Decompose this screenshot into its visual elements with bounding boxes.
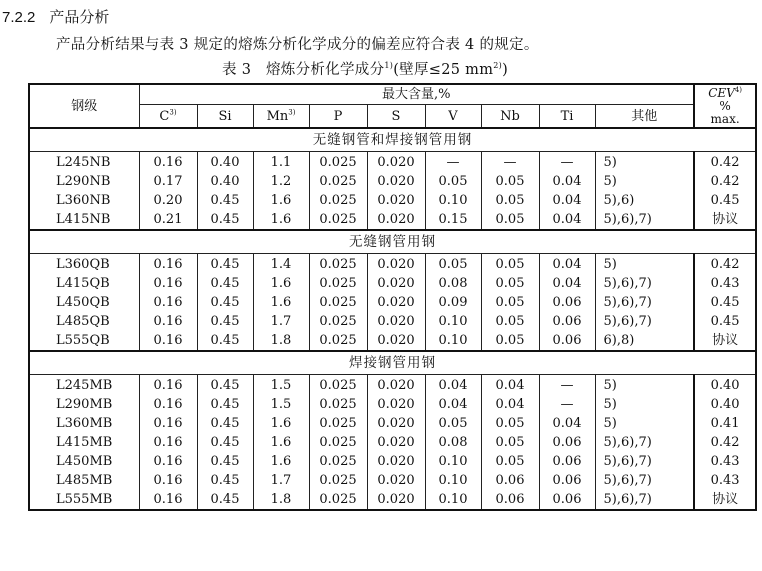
other-cell: 5),6),7) xyxy=(595,274,694,293)
value-cell: 0.025 xyxy=(309,191,367,210)
other-cell: 5) xyxy=(595,152,694,173)
value-cell: 0.06 xyxy=(539,452,595,471)
value-cell: 0.08 xyxy=(425,433,481,452)
cev-cell: 0.45 xyxy=(694,191,756,210)
value-cell: 0.45 xyxy=(197,191,253,210)
cev-cell: 0.45 xyxy=(694,293,756,312)
value-cell: 0.020 xyxy=(367,395,425,414)
value-cell: 0.16 xyxy=(139,433,197,452)
column-header-5: V xyxy=(425,105,481,129)
other-cell: 5) xyxy=(595,375,694,396)
grade-cell: L415NB xyxy=(29,210,139,230)
table-row xyxy=(29,191,756,210)
value-cell: 0.020 xyxy=(367,152,425,173)
value-cell: 0.40 xyxy=(197,172,253,191)
grade-cell: L555MB xyxy=(29,490,139,510)
section-title-cell: 焊接钢管用钢 xyxy=(29,351,756,375)
grade-cell: L290NB xyxy=(29,172,139,191)
value-cell: 0.025 xyxy=(309,312,367,331)
value-cell: 0.45 xyxy=(197,293,253,312)
value-cell: 0.025 xyxy=(309,471,367,490)
cev-sup: 4) xyxy=(734,85,742,94)
value-cell: 0.05 xyxy=(481,293,539,312)
value-cell: 0.04 xyxy=(539,172,595,191)
value-cell: 0.06 xyxy=(539,433,595,452)
value-cell: 0.16 xyxy=(139,414,197,433)
value-cell: 1.8 xyxy=(253,331,309,351)
table-row xyxy=(29,254,756,275)
value-cell: 0.04 xyxy=(539,414,595,433)
cev-cell: 0.42 xyxy=(694,172,756,191)
value-cell: 1.5 xyxy=(253,395,309,414)
value-cell: 0.04 xyxy=(539,274,595,293)
grade-cell: L360QB xyxy=(29,254,139,275)
cev-cell: 0.42 xyxy=(694,152,756,173)
value-cell: 0.025 xyxy=(309,152,367,173)
table-row xyxy=(29,172,756,191)
value-cell: 0.16 xyxy=(139,490,197,510)
value-cell: 0.45 xyxy=(197,395,253,414)
value-cell: 0.06 xyxy=(481,490,539,510)
table-row xyxy=(29,152,756,173)
value-cell: 0.17 xyxy=(139,172,197,191)
value-cell: 0.21 xyxy=(139,210,197,230)
grade-cell: L555QB xyxy=(29,331,139,351)
value-cell: 0.04 xyxy=(425,375,481,396)
value-cell: 0.16 xyxy=(139,293,197,312)
value-cell: 0.020 xyxy=(367,471,425,490)
value-cell: 0.05 xyxy=(481,254,539,275)
value-cell: 0.025 xyxy=(309,254,367,275)
value-cell: 0.20 xyxy=(139,191,197,210)
table-row xyxy=(29,375,756,396)
cev-cell: 协议 xyxy=(694,331,756,351)
value-cell: 0.45 xyxy=(197,375,253,396)
other-cell: 5) xyxy=(595,395,694,414)
value-cell: 0.10 xyxy=(425,312,481,331)
cev-cell: 0.40 xyxy=(694,395,756,414)
cev-unit: % xyxy=(719,98,731,113)
value-cell: 0.16 xyxy=(139,452,197,471)
value-cell: 0.04 xyxy=(425,395,481,414)
value-cell: 0.15 xyxy=(425,210,481,230)
other-cell: 5),6),7) xyxy=(595,433,694,452)
grade-cell: L245NB xyxy=(29,152,139,173)
cev-cell: 0.40 xyxy=(694,375,756,396)
grade-cell: L245MB xyxy=(29,375,139,396)
value-cell: 0.45 xyxy=(197,274,253,293)
grade-cell: L415MB xyxy=(29,433,139,452)
value-cell: 0.020 xyxy=(367,172,425,191)
composition-table xyxy=(28,83,757,511)
section-title-cell: 无缝钢管用钢 xyxy=(29,230,756,254)
cev-cell: 0.45 xyxy=(694,312,756,331)
cev-cell: 0.42 xyxy=(694,254,756,275)
value-cell: 0.05 xyxy=(481,210,539,230)
value-cell: 0.05 xyxy=(425,254,481,275)
value-cell: 1.6 xyxy=(253,452,309,471)
value-cell: 1.6 xyxy=(253,433,309,452)
cev-max: max. xyxy=(710,111,740,126)
column-header-0: $C^{3)}$ xyxy=(139,105,197,129)
value-cell: 0.025 xyxy=(309,274,367,293)
grade-cell: L485QB xyxy=(29,312,139,331)
table-caption xyxy=(222,58,508,79)
table-row xyxy=(29,452,756,471)
value-cell: 0.16 xyxy=(139,395,197,414)
value-cell: 0.020 xyxy=(367,254,425,275)
other-cell: 5),6),7) xyxy=(595,312,694,331)
value-cell: — xyxy=(539,152,595,173)
cev-cell: 协议 xyxy=(694,210,756,230)
value-cell: 1.1 xyxy=(253,152,309,173)
value-cell: 1.2 xyxy=(253,172,309,191)
value-cell: 0.16 xyxy=(139,471,197,490)
cev-cell: 0.43 xyxy=(694,452,756,471)
value-cell: 0.020 xyxy=(367,210,425,230)
table-row xyxy=(29,210,756,230)
caption-prefix: 表 3 xyxy=(222,62,252,78)
column-header-8: 其他 xyxy=(595,105,694,129)
section-title: 产品分析 xyxy=(49,8,110,26)
value-cell: — xyxy=(425,152,481,173)
column-header-2: Mn$^{3)}$ xyxy=(253,105,309,129)
value-cell: 0.05 xyxy=(425,172,481,191)
other-cell: 6),8) xyxy=(595,331,694,351)
value-cell: — xyxy=(539,375,595,396)
intro-paragraph: 产品分析结果与表 3 规定的熔炼分析化学成分的偏差应符合表 4 的规定。 xyxy=(56,37,539,53)
value-cell: 0.025 xyxy=(309,433,367,452)
caption-sup2: 2) xyxy=(493,61,503,71)
value-cell: 0.020 xyxy=(367,375,425,396)
value-cell: — xyxy=(481,152,539,173)
other-cell: 5),6),7) xyxy=(595,452,694,471)
value-cell: 0.025 xyxy=(309,172,367,191)
value-cell: 0.06 xyxy=(539,312,595,331)
value-cell: 0.04 xyxy=(539,191,595,210)
grade-cell: L360NB xyxy=(29,191,139,210)
other-cell: 5),6),7) xyxy=(595,490,694,510)
caption-sup1: 1) xyxy=(384,61,394,71)
value-cell: 0.45 xyxy=(197,433,253,452)
value-cell: 0.45 xyxy=(197,414,253,433)
value-cell: 0.020 xyxy=(367,414,425,433)
cev-cell: 0.43 xyxy=(694,471,756,490)
value-cell: 0.04 xyxy=(539,210,595,230)
value-cell: 0.025 xyxy=(309,490,367,510)
value-cell: 0.020 xyxy=(367,293,425,312)
column-header-7: Ti xyxy=(539,105,595,129)
value-cell: 0.020 xyxy=(367,490,425,510)
section-title-cell: 无缝钢管和焊接钢管用钢 xyxy=(29,128,756,152)
value-cell: 0.05 xyxy=(481,433,539,452)
value-cell: 0.05 xyxy=(481,172,539,191)
grade-cell: L360MB xyxy=(29,414,139,433)
value-cell: 0.10 xyxy=(425,191,481,210)
value-cell: 0.06 xyxy=(539,331,595,351)
grade-header: 钢级 xyxy=(29,84,139,128)
value-cell: 0.020 xyxy=(367,312,425,331)
value-cell: 0.025 xyxy=(309,375,367,396)
value-cell: 0.04 xyxy=(481,395,539,414)
section-number: 7.2.2 xyxy=(2,9,36,26)
value-cell: 0.16 xyxy=(139,152,197,173)
column-header-3: P xyxy=(309,105,367,129)
value-cell: 0.05 xyxy=(481,312,539,331)
value-cell: 0.05 xyxy=(481,414,539,433)
value-cell: 0.05 xyxy=(425,414,481,433)
value-cell: 0.04 xyxy=(481,375,539,396)
value-cell: 0.45 xyxy=(197,471,253,490)
value-cell: 0.020 xyxy=(367,433,425,452)
value-cell: 0.05 xyxy=(481,452,539,471)
value-cell: 0.45 xyxy=(197,312,253,331)
value-cell: — xyxy=(539,395,595,414)
section-row xyxy=(29,351,756,375)
value-cell: 1.6 xyxy=(253,191,309,210)
value-cell: 0.06 xyxy=(539,471,595,490)
value-cell: 0.10 xyxy=(425,331,481,351)
table-row xyxy=(29,490,756,510)
value-cell: 0.08 xyxy=(425,274,481,293)
column-header-4: S xyxy=(367,105,425,129)
value-cell: 0.40 xyxy=(197,152,253,173)
cev-cell: 0.42 xyxy=(694,433,756,452)
value-cell: 0.025 xyxy=(309,293,367,312)
value-cell: 0.45 xyxy=(197,254,253,275)
value-cell: 0.10 xyxy=(425,471,481,490)
value-cell: 0.06 xyxy=(481,471,539,490)
other-cell: 5),6) xyxy=(595,191,694,210)
caption-paren: (壁厚≤25 mm xyxy=(393,62,494,78)
cev-cell: 0.41 xyxy=(694,414,756,433)
table-row xyxy=(29,312,756,331)
value-cell: 0.025 xyxy=(309,395,367,414)
table-row xyxy=(29,433,756,452)
value-cell: 0.45 xyxy=(197,331,253,351)
value-cell: 1.7 xyxy=(253,471,309,490)
value-cell: 0.16 xyxy=(139,312,197,331)
other-cell: 5),6),7) xyxy=(595,293,694,312)
value-cell: 0.020 xyxy=(367,452,425,471)
section-row xyxy=(29,128,756,152)
value-cell: 0.10 xyxy=(425,490,481,510)
value-cell: 0.025 xyxy=(309,210,367,230)
table-row xyxy=(29,395,756,414)
value-cell: 0.06 xyxy=(539,293,595,312)
grade-cell: L485MB xyxy=(29,471,139,490)
caption-close: ) xyxy=(502,62,509,78)
max-content-header: 最大含量,% xyxy=(139,84,694,105)
value-cell: 0.16 xyxy=(139,375,197,396)
cev-header xyxy=(694,84,756,128)
value-cell: 1.6 xyxy=(253,414,309,433)
value-cell: 0.05 xyxy=(481,191,539,210)
grade-cell: L290MB xyxy=(29,395,139,414)
value-cell: 0.45 xyxy=(197,452,253,471)
value-cell: 0.020 xyxy=(367,274,425,293)
value-cell: 0.025 xyxy=(309,414,367,433)
value-cell: 0.16 xyxy=(139,331,197,351)
value-cell: 1.8 xyxy=(253,490,309,510)
grade-cell: L450QB xyxy=(29,293,139,312)
cev-cell: 0.43 xyxy=(694,274,756,293)
value-cell: 0.16 xyxy=(139,274,197,293)
table-row xyxy=(29,471,756,490)
value-cell: 1.7 xyxy=(253,312,309,331)
caption-title: 熔炼分析化学成分 xyxy=(265,62,385,78)
other-cell: 5),6),7) xyxy=(595,471,694,490)
other-cell: 5) xyxy=(595,414,694,433)
value-cell: 0.06 xyxy=(539,490,595,510)
other-cell: 5) xyxy=(595,172,694,191)
other-cell: 5) xyxy=(595,254,694,275)
value-cell: 0.05 xyxy=(481,331,539,351)
value-cell: 0.04 xyxy=(539,254,595,275)
column-header-1: Si xyxy=(197,105,253,129)
table-row xyxy=(29,414,756,433)
section-row xyxy=(29,230,756,254)
value-cell: 0.45 xyxy=(197,490,253,510)
section-heading xyxy=(2,6,109,27)
value-cell: 0.025 xyxy=(309,452,367,471)
cev-label: CEV xyxy=(708,85,735,100)
table-row xyxy=(29,293,756,312)
value-cell: 0.05 xyxy=(481,274,539,293)
cev-cell: 协议 xyxy=(694,490,756,510)
value-cell: 0.09 xyxy=(425,293,481,312)
column-header-6: Nb xyxy=(481,105,539,129)
table-row xyxy=(29,274,756,293)
grade-cell: L450MB xyxy=(29,452,139,471)
value-cell: 0.45 xyxy=(197,210,253,230)
value-cell: 1.5 xyxy=(253,375,309,396)
table-row xyxy=(29,331,756,351)
value-cell: 1.6 xyxy=(253,293,309,312)
value-cell: 1.6 xyxy=(253,274,309,293)
value-cell: 1.6 xyxy=(253,210,309,230)
value-cell: 0.025 xyxy=(309,331,367,351)
value-cell: 0.020 xyxy=(367,331,425,351)
grade-cell: L415QB xyxy=(29,274,139,293)
value-cell: 0.020 xyxy=(367,191,425,210)
value-cell: 0.16 xyxy=(139,254,197,275)
value-cell: 0.10 xyxy=(425,452,481,471)
value-cell: 1.4 xyxy=(253,254,309,275)
other-cell: 5),6),7) xyxy=(595,210,694,230)
